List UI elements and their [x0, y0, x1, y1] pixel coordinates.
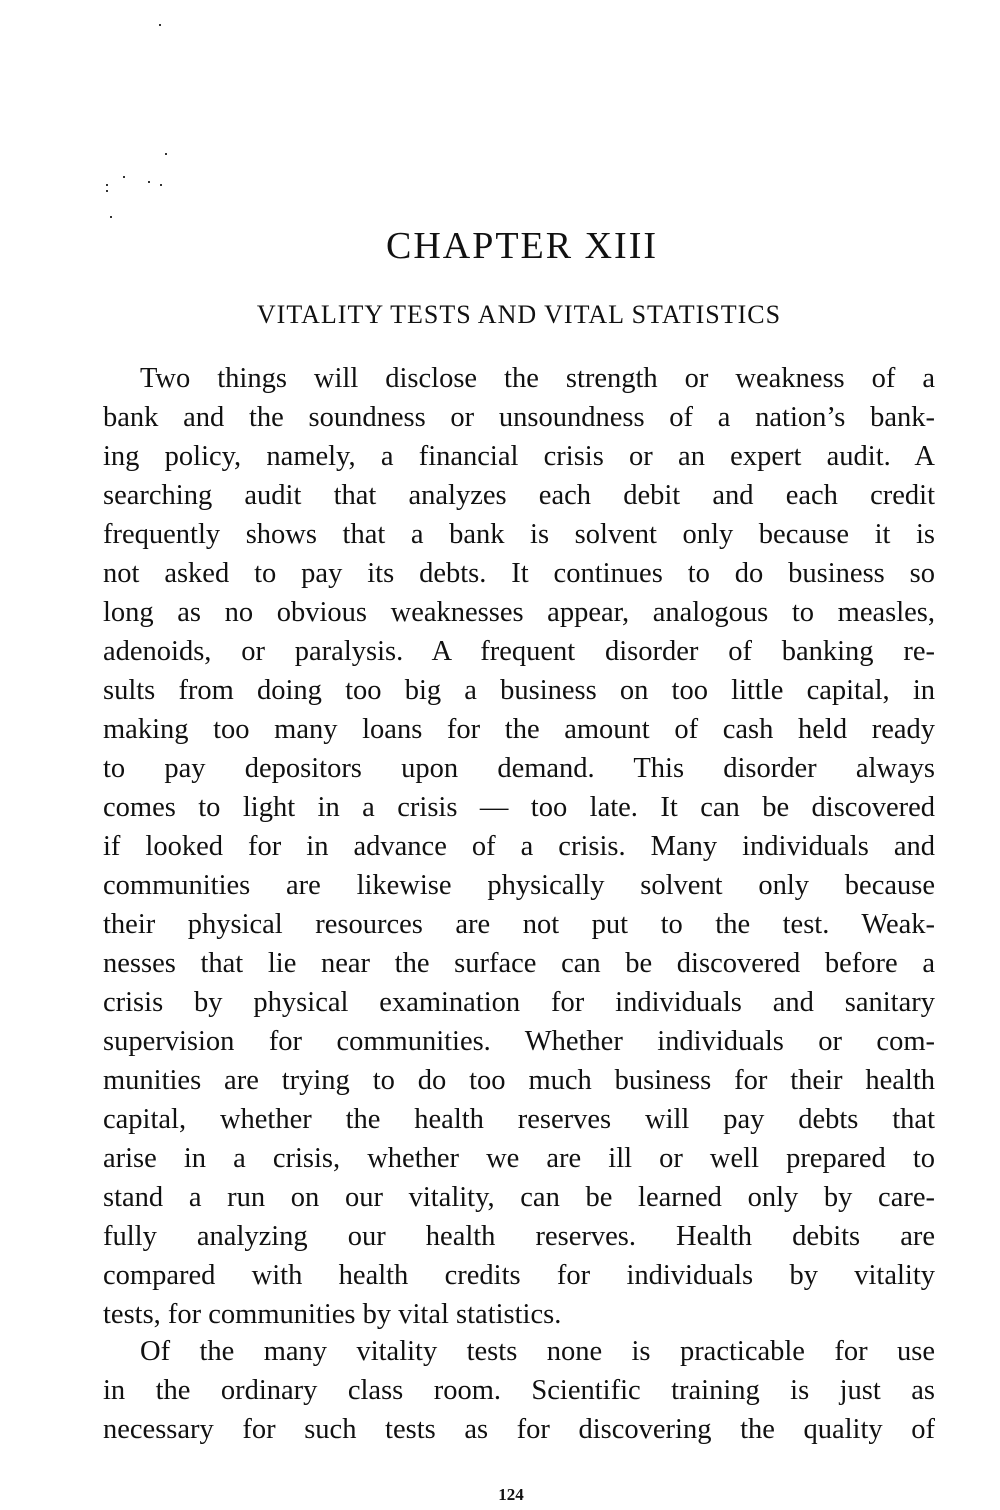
text-line: compared with health credits for individuals by vitality	[103, 1260, 935, 1291]
text-line: tests, for communities by vital statistics.	[103, 1299, 562, 1330]
text-line: munities are trying to do too much business for their health	[103, 1065, 935, 1096]
text-line: not asked to pay its debts. It continues to do business so	[103, 558, 935, 589]
text-line: searching audit that analyzes each debit and each credit	[103, 480, 935, 511]
text-line: to pay depositors upon demand. This disorder always	[103, 753, 935, 784]
scan-speck	[160, 184, 162, 186]
scan-speck	[123, 176, 125, 178]
text-line: in the ordinary class room. Scientific training is just as	[103, 1375, 935, 1406]
text-line: necessary for such tests as for discovering the quality of	[103, 1414, 935, 1445]
text-line: communities are likewise physically solvent only because	[103, 870, 935, 901]
chapter-subtitle: VITALITY TESTS AND VITAL STATISTICS	[256, 300, 782, 329]
text-line: their physical resources are not put to the test. Weak-	[103, 909, 935, 940]
text-line: bank and the soundness or unsoundness of a nation’s bank-	[103, 402, 935, 433]
text-line: supervision for communities. Whether individuals or com-	[103, 1026, 935, 1057]
text-line: stand a run on our vitality, can be learned only by care-	[103, 1182, 935, 1213]
text-line: making too many loans for the amount of cash held ready	[103, 714, 935, 745]
paragraph-2	[103, 1332, 935, 1449]
text-line: Two things will disclose the strength or weakness of a	[140, 363, 935, 394]
text-line: capital, whether the health reserves will pay debts that	[103, 1104, 935, 1135]
text-line: ing policy, namely, a financial crisis or an expert audit. A	[103, 441, 935, 472]
text-line: arise in a crisis, whether we are ill or well prepared to	[103, 1143, 935, 1174]
text-line: long as no obvious weaknesses appear, analogous to measles,	[103, 597, 935, 628]
paragraph-1	[103, 359, 935, 1334]
text-line: nesses that lie near the surface can be discovered before a	[103, 948, 935, 979]
scan-speck	[106, 190, 108, 192]
text-line: fully analyzing our health reserves. Health debits are	[103, 1221, 935, 1252]
scan-speck	[159, 24, 161, 26]
text-line: sults from doing too big a business on too little capital, in	[103, 675, 935, 706]
chapter-title: CHAPTER XIII	[385, 225, 659, 267]
text-line: crisis by physical examination for individuals and sanitary	[103, 987, 935, 1018]
text-line: comes to light in a crisis — too late. It can be discovered	[103, 792, 935, 823]
scan-speck	[110, 216, 112, 218]
page-number: 124	[498, 1485, 524, 1504]
text-line: Of the many vitality tests none is practicable for use	[140, 1336, 935, 1367]
text-line: frequently shows that a bank is solvent only because it is	[103, 519, 935, 550]
text-line: adenoids, or paralysis. A frequent disorder of banking re-	[103, 636, 935, 667]
scan-speck	[165, 153, 167, 155]
scan-speck	[148, 181, 150, 183]
scan-speck	[106, 184, 108, 186]
text-line: if looked for in advance of a crisis. Many individuals and	[103, 831, 935, 862]
